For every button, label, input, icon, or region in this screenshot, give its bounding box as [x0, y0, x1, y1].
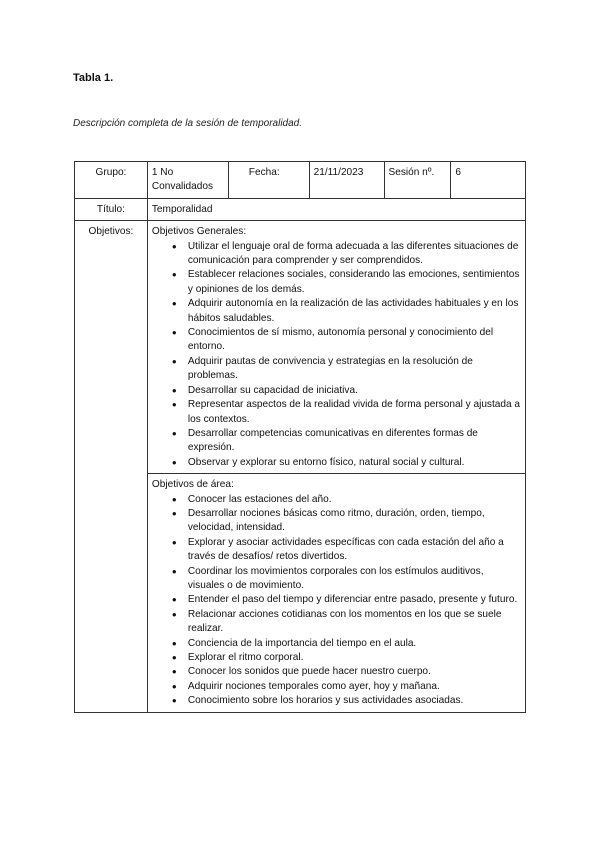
objectives-label: Objetivos:: [75, 221, 148, 712]
list-item: ● Desarrollar nociones básicas como ritmo, duración, orden, tiempo, velocidad, intensidad.: [188, 507, 521, 536]
list-item: ● Conocer los sonidos que puede hacer nuestro cuerpo.: [188, 665, 521, 679]
list-item: ● Conocimientos de sí mismo, autonomía personal y conocimiento del entorno.: [188, 326, 521, 355]
list-item: ● Utilizar el lenguaje oral de forma adecuada a las diferentes situaciones de comunicación para comprender y ser comprendidos.: [188, 240, 521, 269]
list-item: ● Desarrollar su capacidad de iniciativa.: [188, 384, 521, 398]
list-item: ● Representar aspectos de la realidad vivida de forma personal y ajustada a los contextos.: [188, 398, 521, 427]
list-item: ● Conocer las estaciones del año.: [188, 493, 521, 507]
session-table: [74, 161, 526, 713]
objectives-general-row: [75, 221, 526, 474]
session-label: Sesión nº.: [384, 162, 451, 199]
general-objectives-list: [152, 240, 521, 471]
group-label: Grupo:: [75, 162, 148, 199]
table-label: Tabla 1.: [73, 72, 114, 84]
date-value: 21/11/2023: [309, 162, 384, 199]
list-item: ● Conciencia de la importancia del tiempo en el aula.: [188, 637, 521, 651]
session-value: 6: [451, 162, 526, 199]
list-item: ● Adquirir autonomía en la realización de las actividades habituales y en los hábitos saludables.: [188, 297, 521, 326]
list-item: ● Establecer relaciones sociales, considerando las emociones, sentimientos y opiniones de los demás.: [188, 268, 521, 297]
title-value: Temporalidad: [147, 198, 525, 220]
area-objectives-cell: [147, 474, 525, 713]
general-objectives-title: Objetivos Generales:: [151, 226, 247, 238]
header-row: [75, 162, 526, 199]
table-caption: Descripción completa de la sesión de temporalidad.: [73, 118, 303, 129]
list-item: ● Conocimiento sobre los horarios y sus actividades asociadas.: [188, 694, 521, 708]
list-item: ● Explorar y asociar actividades específicas con cada estación del año a través de desafíos/ retos divertidos.: [188, 536, 521, 565]
title-row: [75, 198, 526, 220]
list-item: ● Entender el paso del tiempo y diferenciar entre pasado, presente y futuro.: [188, 593, 521, 607]
date-label: Fecha:: [228, 162, 309, 199]
list-item: ● Relacionar acciones cotidianas con los momentos en los que se suele realizar.: [188, 608, 521, 637]
list-item: ● Explorar el ritmo corporal.: [188, 651, 521, 665]
title-label: Título:: [75, 198, 148, 220]
general-objectives-cell: [147, 221, 525, 474]
area-objectives-list: [152, 493, 521, 709]
area-objectives-title: Objetivos de área:: [151, 479, 234, 491]
list-item: ● Desarrollar competencias comunicativas en diferentes formas de expresión.: [188, 427, 521, 456]
list-item: ● Coordinar los movimientos corporales con los estímulos auditivos, visuales o de movimiento.: [188, 565, 521, 594]
list-item: ● Adquirir nociones temporales como ayer, hoy y mañana.: [188, 680, 521, 694]
list-item: ● Adquirir pautas de convivencia y estrategias en la resolución de problemas.: [188, 355, 521, 384]
list-item: ● Observar y explorar su entorno físico, natural social y cultural.: [188, 456, 521, 470]
group-value: 1 No Convalidados: [147, 162, 228, 199]
